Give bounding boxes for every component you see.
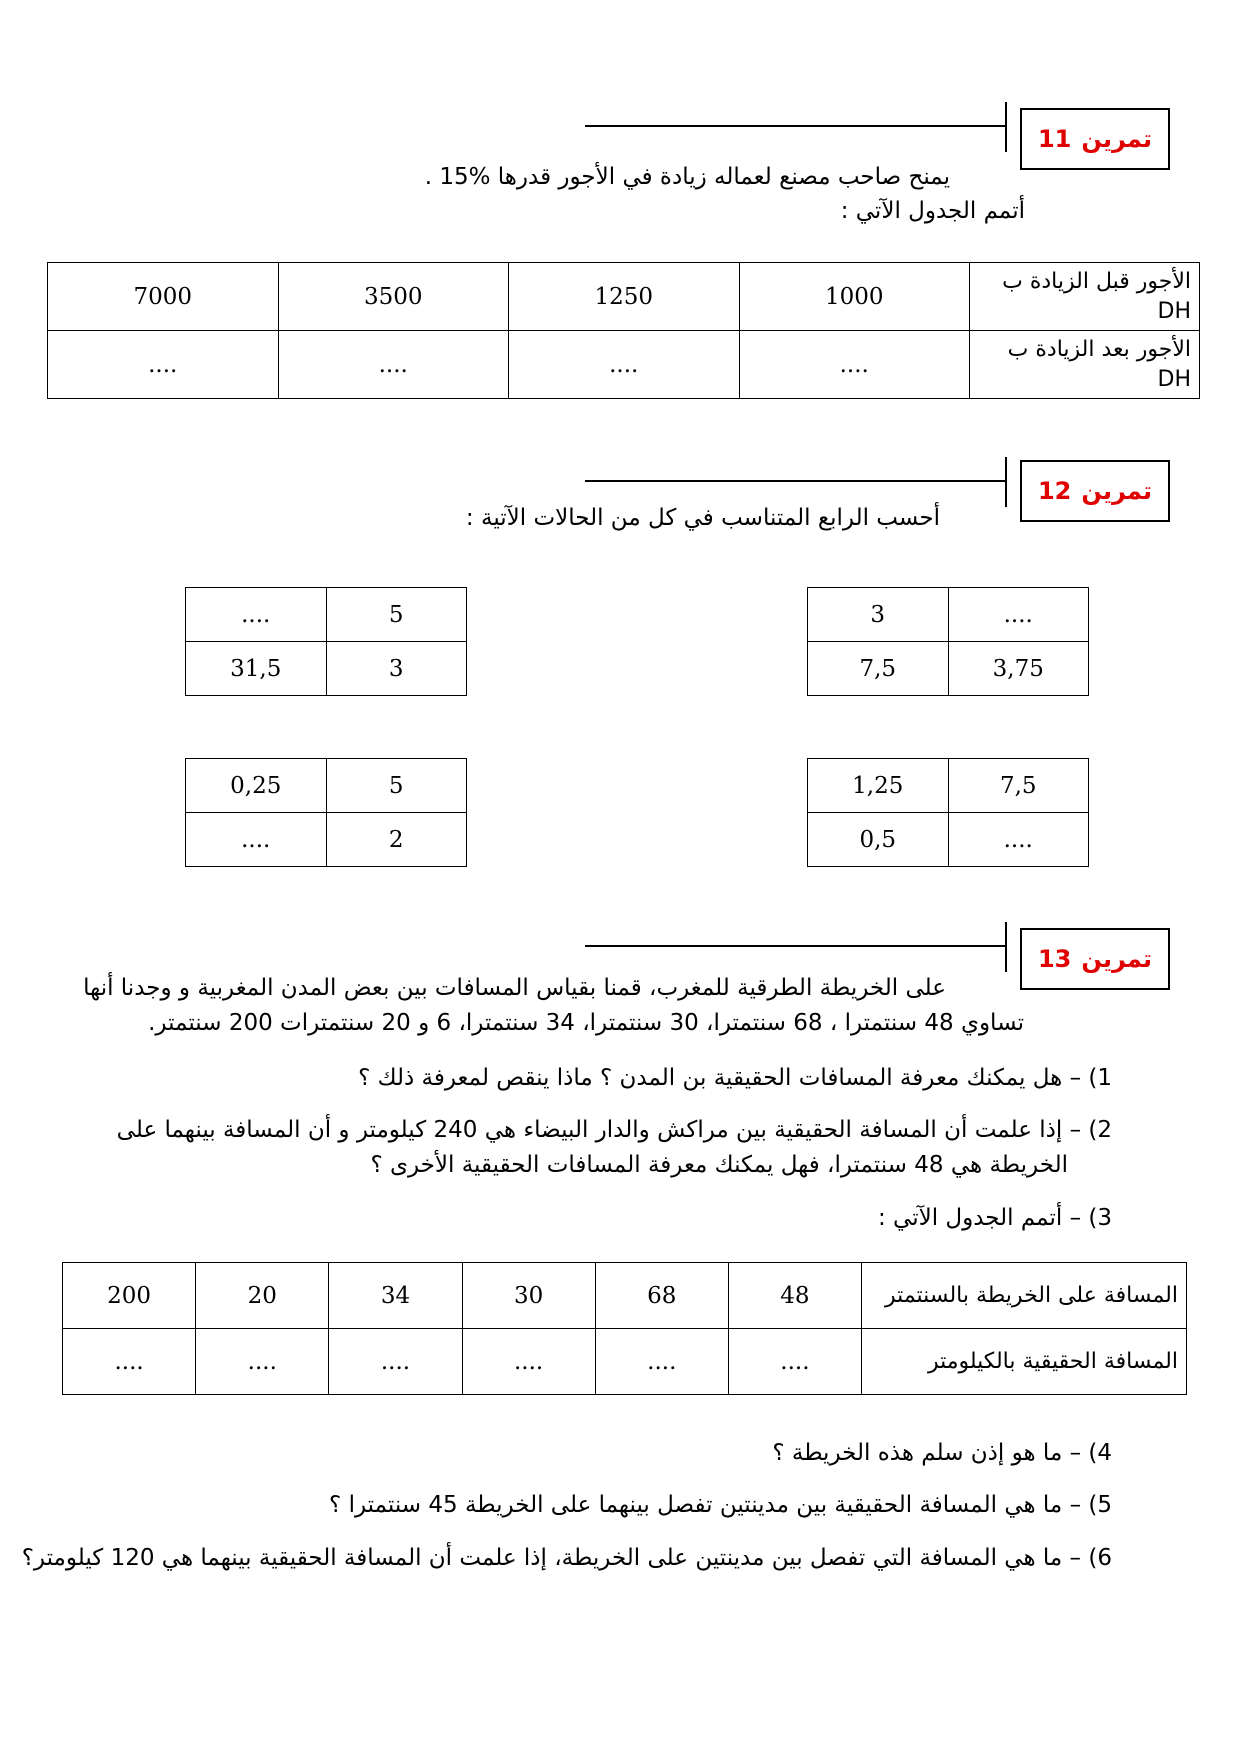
ex11-row2-header: الأجور بعد الزيادة ب DH bbox=[970, 331, 1200, 399]
ex13-question-2-line2: الخريطة هي 48 سنتمترا، فهل يمكنك معرفة المسافات الحقيقية الأخرى ؟ bbox=[370, 1152, 1068, 1178]
table-row bbox=[808, 642, 1089, 696]
ex11-value-cell: 7000 bbox=[48, 263, 279, 331]
ex11-header-line bbox=[585, 125, 1005, 127]
ex12-header-line bbox=[585, 480, 1005, 482]
ex13-blank-cell[interactable]: .... bbox=[462, 1329, 595, 1395]
ex11-divider bbox=[1005, 102, 1007, 152]
ex11-value-cell: 1000 bbox=[739, 263, 970, 331]
table-row bbox=[186, 588, 467, 642]
table-cell: 5 bbox=[326, 588, 467, 642]
ex11-blank-cell[interactable]: .... bbox=[739, 331, 970, 399]
table-cell: .... bbox=[186, 588, 327, 642]
ex13-question-4: 4) – ما هو إذن سلم هذه الخريطة ؟ bbox=[772, 1440, 1112, 1466]
ex12-divider bbox=[1005, 457, 1007, 507]
ex13-value-cell: 34 bbox=[329, 1263, 462, 1329]
table-cell: 7,5 bbox=[948, 759, 1089, 813]
table-cell: 0,5 bbox=[808, 813, 949, 867]
table-row bbox=[808, 813, 1089, 867]
ex12-table-bottom-left bbox=[185, 758, 467, 867]
table-cell: 3 bbox=[808, 588, 949, 642]
ex13-question-5: 5) – ما هي المسافة الحقيقية بين مدينتين تفصل بينهما على الخريطة 45 سنتمترا ؟ bbox=[329, 1492, 1112, 1518]
table-row bbox=[48, 263, 1200, 331]
table-cell: 31,5 bbox=[186, 642, 327, 696]
ex13-question-3: 3) – أتمم الجدول الآتي : bbox=[877, 1205, 1112, 1231]
ex12-instruction: أحسب الرابع المتناسب في كل من الحالات الآتية : bbox=[465, 505, 940, 531]
table-row bbox=[186, 813, 467, 867]
table-cell: 0,25 bbox=[186, 759, 327, 813]
ex13-question-1: 1) – هل يمكنك معرفة المسافات الحقيقية بن المدن ؟ ماذا ينقص لمعرفة ذلك ؟ bbox=[358, 1065, 1112, 1091]
ex13-intro-line1: على الخريطة الطرقية للمغرب، قمنا بقياس المسافات بين بعض المدن المغربية و وجدنا أنها bbox=[83, 975, 946, 1001]
ex13-value-cell: 20 bbox=[196, 1263, 329, 1329]
ex13-table bbox=[62, 1262, 1187, 1395]
table-cell: .... bbox=[186, 813, 327, 867]
ex12-title-number: 12 bbox=[1037, 477, 1072, 505]
ex11-instruction: أتمم الجدول الآتي : bbox=[840, 198, 1025, 224]
ex13-value-cell: 48 bbox=[728, 1263, 861, 1329]
ex12-title-box bbox=[1020, 460, 1170, 522]
table-cell: 2 bbox=[326, 813, 467, 867]
table-cell: 3,75 bbox=[948, 642, 1089, 696]
ex13-question-2-line1: 2) – إذا علمت أن المسافة الحقيقية بين مراكش والدار البيضاء هي 240 كيلومتر و أن المسافة بينهما على bbox=[116, 1117, 1112, 1143]
table-row bbox=[808, 588, 1089, 642]
ex13-row2-header: المسافة الحقيقية بالكيلومتر bbox=[862, 1329, 1187, 1395]
ex11-blank-cell[interactable]: .... bbox=[48, 331, 279, 399]
ex13-title-word: تمرين bbox=[1081, 945, 1153, 973]
ex11-title-box bbox=[1020, 108, 1170, 170]
ex11-blank-cell[interactable]: .... bbox=[509, 331, 740, 399]
ex12-table-top-left bbox=[185, 587, 467, 696]
ex13-question-6: 6) – ما هي المسافة التي تفصل بين مدينتين على الخريطة، إذا علمت أن المسافة الحقيقية بينهما هي 120 كيلومتر؟ bbox=[21, 1545, 1112, 1571]
ex11-blank-cell[interactable]: .... bbox=[278, 331, 509, 399]
table-row bbox=[186, 642, 467, 696]
ex13-intro-line2: تساوي 48 سنتمترا ، 68 سنتمترا، 30 سنتمترا، 34 سنتمترا، 6 و 20 سنتمترات 200 سنتمتر. bbox=[148, 1010, 1024, 1036]
table-cell: 5 bbox=[326, 759, 467, 813]
table-row bbox=[63, 1329, 1187, 1395]
ex13-title-number: 13 bbox=[1037, 945, 1072, 973]
ex13-blank-cell[interactable]: .... bbox=[728, 1329, 861, 1395]
ex11-value-cell: 1250 bbox=[509, 263, 740, 331]
ex13-title-box bbox=[1020, 928, 1170, 990]
ex11-title-number: 11 bbox=[1037, 125, 1072, 153]
ex12-table-bottom-right bbox=[807, 758, 1089, 867]
table-cell: .... bbox=[948, 813, 1089, 867]
table-row bbox=[808, 759, 1089, 813]
ex12-title-word: تمرين bbox=[1081, 477, 1153, 505]
ex13-value-cell: 68 bbox=[595, 1263, 728, 1329]
ex13-header-line bbox=[585, 945, 1005, 947]
ex13-blank-cell[interactable]: .... bbox=[595, 1329, 728, 1395]
table-cell: 7,5 bbox=[808, 642, 949, 696]
ex11-table bbox=[47, 262, 1200, 399]
ex11-value-cell: 3500 bbox=[278, 263, 509, 331]
table-cell: 3 bbox=[326, 642, 467, 696]
ex13-value-cell: 200 bbox=[63, 1263, 196, 1329]
ex13-blank-cell[interactable]: .... bbox=[63, 1329, 196, 1395]
ex11-statement: يمنح صاحب مصنع لعماله زيادة في الأجور قدرها %15 . bbox=[424, 164, 950, 190]
ex12-table-top-right bbox=[807, 587, 1089, 696]
table-row bbox=[186, 759, 467, 813]
table-row bbox=[48, 331, 1200, 399]
table-cell: 1,25 bbox=[808, 759, 949, 813]
ex13-value-cell: 30 bbox=[462, 1263, 595, 1329]
ex13-row1-header: المسافة على الخريطة بالسنتمتر bbox=[862, 1263, 1187, 1329]
table-row bbox=[63, 1263, 1187, 1329]
ex13-blank-cell[interactable]: .... bbox=[196, 1329, 329, 1395]
ex11-title-word: تمرين bbox=[1081, 125, 1153, 153]
ex11-row1-header: الأجور قبل الزيادة ب DH bbox=[970, 263, 1200, 331]
ex13-divider bbox=[1005, 922, 1007, 972]
table-cell: .... bbox=[948, 588, 1089, 642]
ex13-blank-cell[interactable]: .... bbox=[329, 1329, 462, 1395]
